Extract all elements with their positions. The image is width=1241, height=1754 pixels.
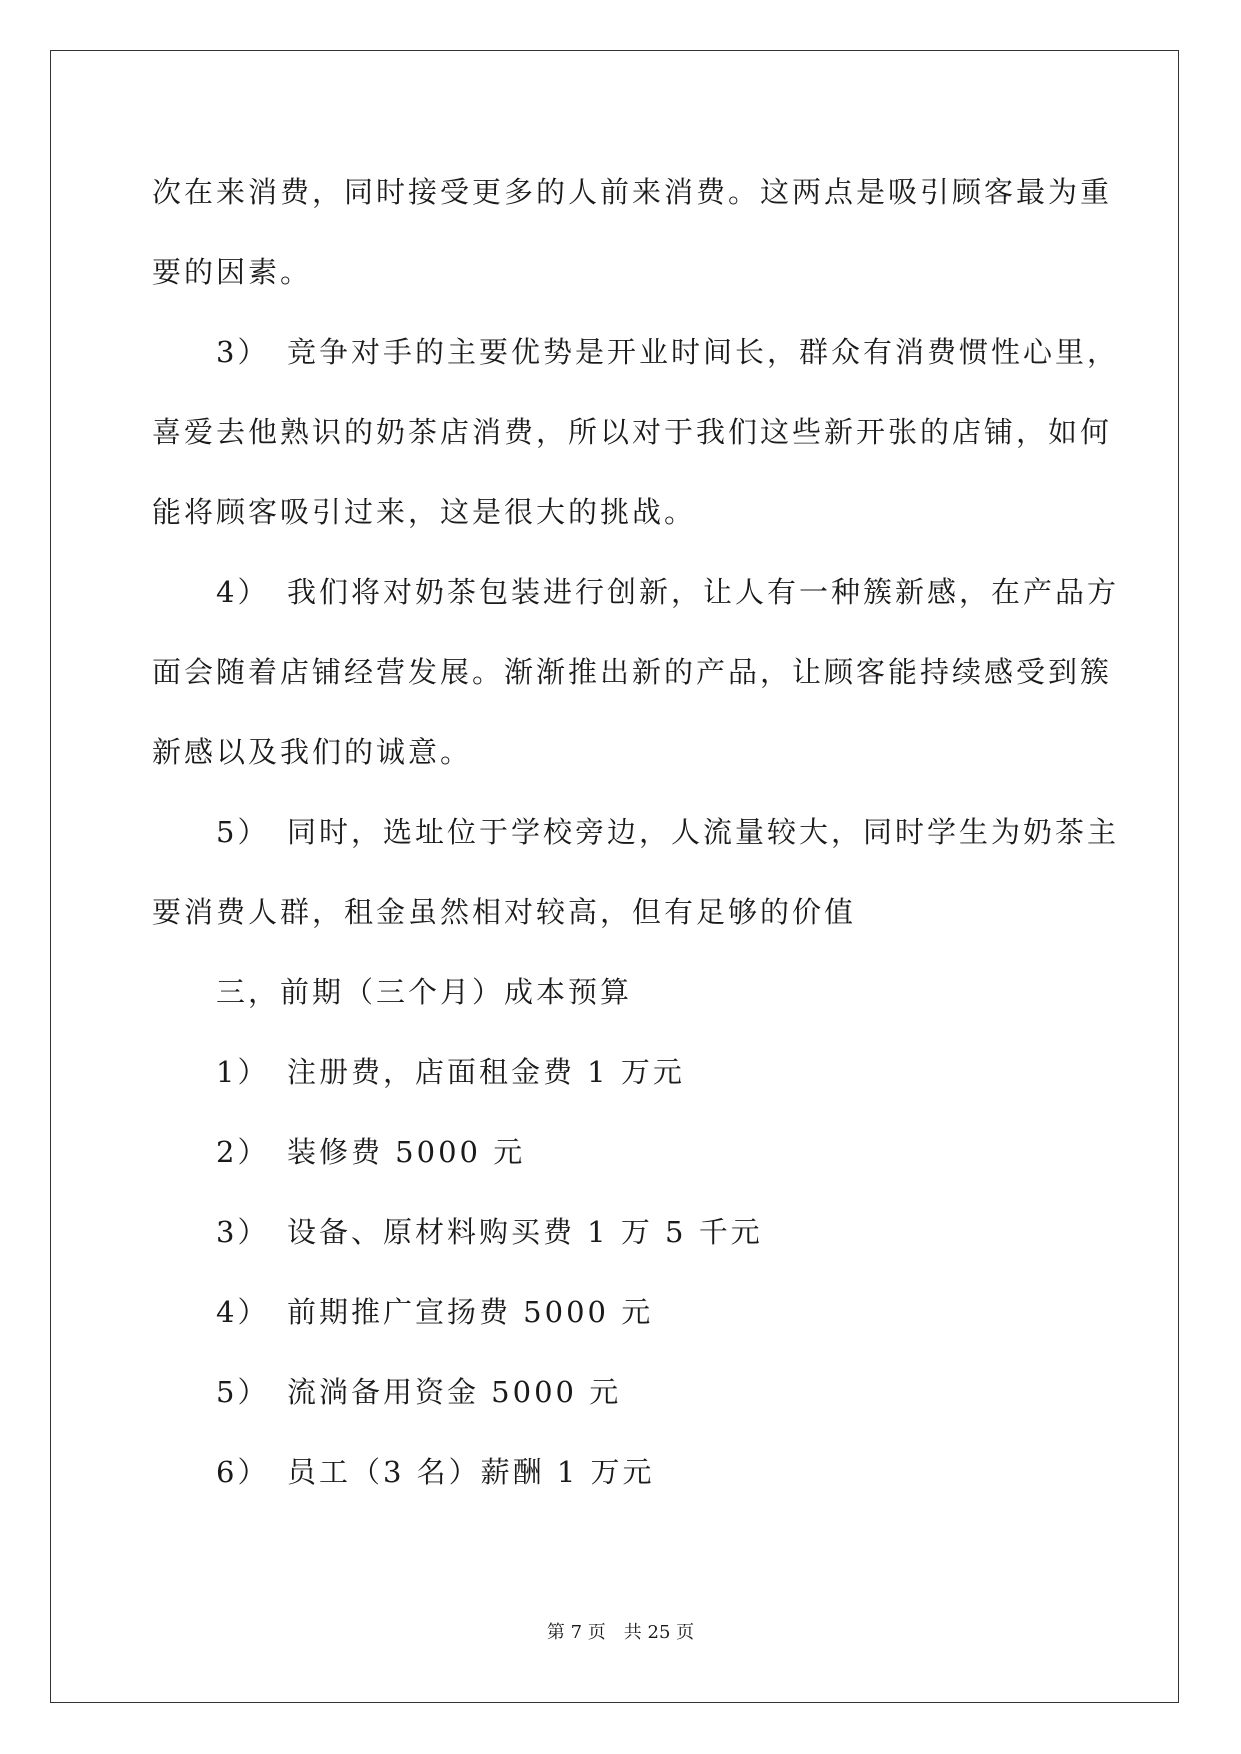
text-line: 要消费人群，租金虽然相对较高，但有足够的价值 — [152, 895, 857, 929]
budget-item: 2） 装修费 5000 元 — [152, 1135, 526, 1169]
text-line: 次在来消费，同时接受更多的人前来消费。这两点是吸引顾客最为重 — [152, 175, 1113, 209]
text-line: 5） 同时，选址位于学校旁边，人流量较大，同时学生为奶茶主 — [152, 815, 1119, 849]
text-line: 面会随着店铺经营发展。渐渐推出新的产品，让顾客能持续感受到簇 — [152, 655, 1113, 689]
text-line: 4） 我们将对奶茶包装进行创新，让人有一种簇新感，在产品方 — [152, 575, 1119, 609]
text-line: 喜爱去他熟识的奶茶店消费，所以对于我们这些新开张的店铺，如何 — [152, 415, 1113, 449]
text-line: 新感以及我们的诚意。 — [152, 735, 473, 769]
page-number-footer: 第 7 页 共 25 页 — [546, 1622, 695, 1643]
budget-item: 3） 设备、原材料购买费 1 万 5 千元 — [152, 1215, 763, 1249]
section-heading: 三，前期（三个月）成本预算 — [152, 975, 633, 1009]
text-line: 3） 竞争对手的主要优势是开业时间长，群众有消费惯性心里， — [152, 335, 1119, 369]
budget-item: 6） 员工（3 名）薪酬 1 万元 — [152, 1455, 655, 1489]
text-line: 能将顾客吸引过来，这是很大的挑战。 — [152, 495, 697, 529]
budget-item: 5） 流淌备用资金 5000 元 — [152, 1375, 622, 1409]
budget-item: 1） 注册费，店面租金费 1 万元 — [152, 1055, 685, 1089]
text-line: 要的因素。 — [152, 255, 313, 289]
budget-item: 4） 前期推广宣扬费 5000 元 — [152, 1295, 654, 1329]
